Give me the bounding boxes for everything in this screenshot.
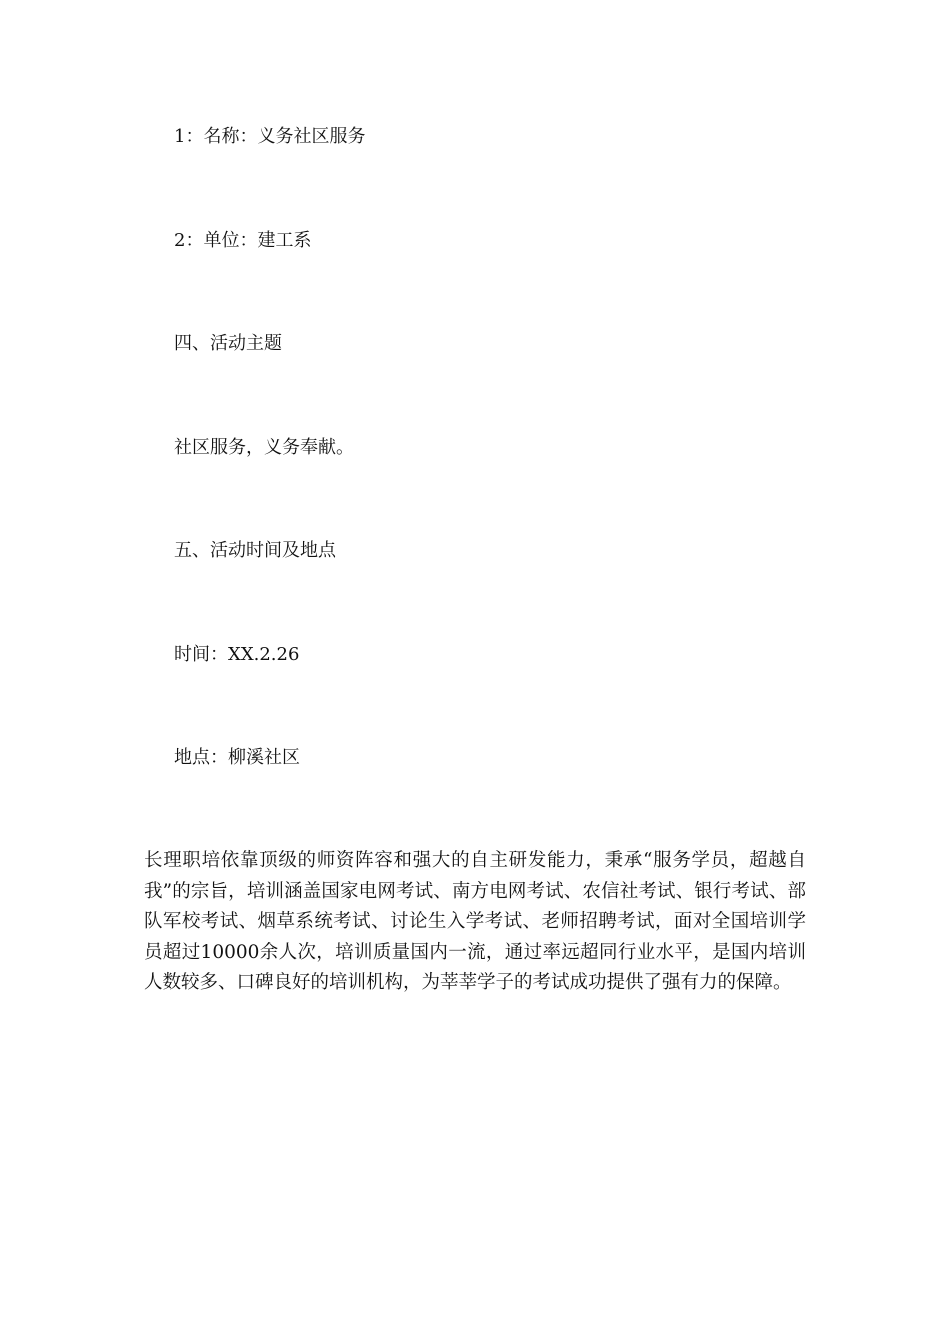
- section-heading-time-place: 五、活动时间及地点: [174, 540, 336, 561]
- time-line: 时间：XX.2.26: [174, 644, 300, 665]
- section-heading-theme: 四、活动主题: [174, 333, 282, 354]
- promo-paragraph: 长理职培依靠顶级的师资阵容和强大的自主研发能力，秉承“服务学员，超越自我”的宗旨，培训涵盖国家电网考试、南方电网考试、农信社考试、银行考试、部队军校考试、烟草系统考试、讨论生入学考试、老师招聘考试，面对全国培训学员超过10000余人次，培训质量国内一流，通过率远超同行业水平，是国内培训人数较多、口碑良好的培训机构，为莘莘学子的考试成功提供了强有力的保障。: [144, 850, 806, 993]
- theme-text: 社区服务，义务奉献。: [174, 437, 354, 458]
- place-line: 地点：柳溪社区: [174, 747, 300, 768]
- item-unit-line: 2：单位：建工系: [174, 230, 312, 251]
- item-name-line: 1：名称：义务社区服务: [174, 126, 366, 147]
